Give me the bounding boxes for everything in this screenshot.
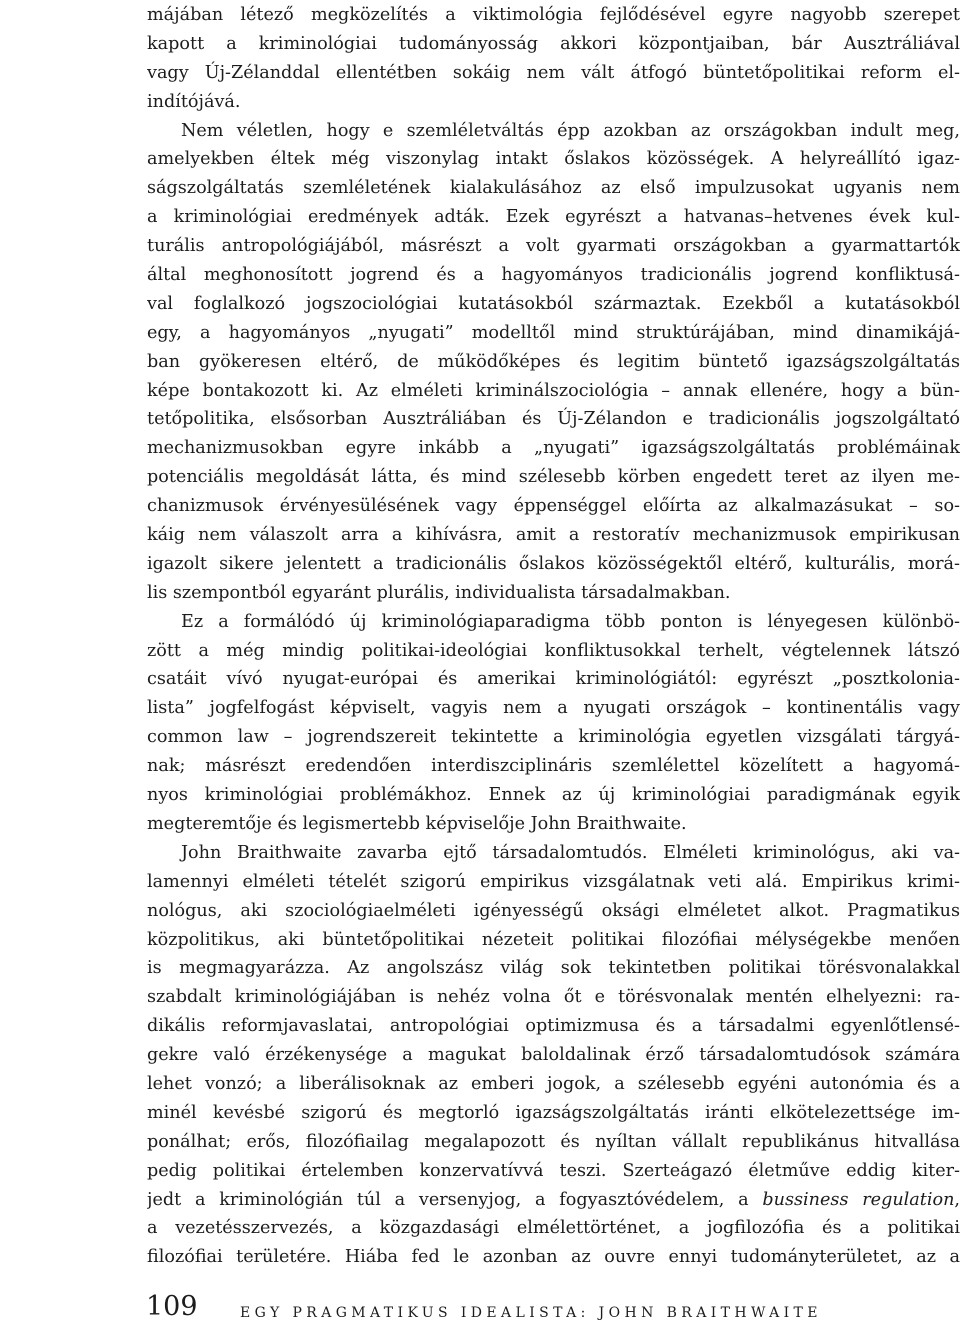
text-line	[147, 665, 960, 694]
line-text: tetőpolitika, elsősorban Ausztráliában és Új-Zélandon e tradicionális jogszolgáltató	[147, 409, 960, 430]
line-text: nológus, aki szociológiaelméleti igényességű oksági elméletet alkot. Pragmatikus	[147, 900, 960, 921]
line-text: common law – jogrendszereit tekintette a kriminológia egyetlen vizsgálati tárgyá-	[147, 727, 960, 748]
line-text: is megmagyarázza. Az angolszász világ sok tekintetben politikai törésvonalakkal	[147, 958, 960, 979]
line-text: dikális reformjavaslatai, antropológiai optimizmusa és a társadalmi egyenlőtlensé-	[147, 1016, 960, 1037]
text-line	[147, 521, 960, 550]
text-line	[147, 290, 960, 319]
text-line	[147, 88, 960, 117]
text-line	[147, 232, 960, 261]
text-line	[147, 1070, 960, 1099]
text-line	[147, 174, 960, 203]
text-line	[147, 1128, 960, 1157]
text-line	[147, 203, 960, 232]
body-text	[147, 1, 960, 1272]
line-text: májában létező megközelítés a viktimológia fejlődésével egyre nagyobb szerepet	[147, 5, 960, 25]
line-text: közpolitikus, aki büntetőpolitikai nézeteit politikai filozófiai mélységekbe menően	[147, 929, 960, 950]
line-text: turális antropológiájából, másrészt a volt gyarmati országokban a gyarmattartók	[147, 236, 960, 257]
line-text: lista” jogfelfogást képviselt, vagyis nem a nyugati országok – kontinentális vagy	[147, 698, 960, 719]
text-line	[147, 868, 960, 897]
line-italic-text: bussiness regulation	[762, 1189, 955, 1210]
line-text: minél kevésbé szigorú és megtorló igazságszolgáltatás iránti elkötelezettsége im-	[147, 1102, 960, 1123]
line-text: lehet vonzó; a liberálisoknak az emberi jogok, a szélesebb egyéni autonómia és a	[147, 1073, 960, 1094]
text-line	[147, 117, 960, 146]
text-line	[147, 1041, 960, 1070]
line-text-after: ,	[954, 1189, 960, 1210]
line-text: kapott a kriminológiai tudományosság akkori központjaiban, bár Ausztráliával	[147, 33, 960, 54]
line-text: ponálhat; erős, filozófiailag megalapozott és nyíltan vállalt republikánus hitvallása	[147, 1131, 960, 1152]
text-line	[147, 1186, 960, 1215]
line-text: a kriminológiai eredmények adták. Ezek egyrészt a hatvanas–hetvenes évek kul-	[147, 207, 960, 228]
line-text: lamennyi elméleti tételét szigorú empirikus vizsgálatnak veti alá. Empirikus krimi-	[147, 871, 960, 892]
line-text: lis szempontból egyaránt plurális, individualista társadalmakban.	[147, 582, 731, 603]
text-line	[147, 59, 960, 88]
line-text: a vezetésszervezés, a közgazdasági elmélettörténet, a jogfilozófia és a politikai	[147, 1218, 960, 1239]
text-line	[147, 1214, 960, 1243]
line-text: zött a még mindig politikai-ideológiai konfliktusokkal terhelt, végtelennek látszó	[147, 640, 960, 661]
line-text: val foglalkozó jogszociológiai kutatásokból származtak. Ezekből a kutatásokból	[147, 293, 960, 314]
line-text: filozófiai területére. Hiába fed le azonban az ouvre ennyi tudományterületet, az a	[147, 1247, 960, 1268]
line-text: John Braithwaite zavarba ejtő társadalomtudós. Elméleti kriminológus, aki va-	[181, 842, 960, 863]
text-line	[147, 954, 960, 983]
text-line	[147, 810, 960, 839]
text-line	[147, 579, 960, 608]
text-line	[147, 550, 960, 579]
text-line	[147, 348, 960, 377]
text-line	[147, 781, 960, 810]
running-title: EGY PRAGMATIKUS IDEALISTA: JOHN BRAITHWAITE	[240, 1305, 822, 1321]
line-text: chanizmusok érvényesülésének vagy éppenséggel előírta az alkalmazásukat – so-	[147, 496, 960, 517]
line-text: jedt a kriminológián túl a versenyjog, a fogyasztóvédelem, a	[147, 1189, 763, 1210]
line-text: pedig politikai értelemben konzervatívvá teszi. Szerteágazó életműve eddig kiter-	[147, 1160, 960, 1181]
text-line	[147, 752, 960, 781]
line-text: gekre való érzékenysége a magukat baloldalinak érző társadalomtudósok számára	[147, 1045, 960, 1066]
line-text: Nem véletlen, hogy e szemléletváltás épp azokban az országokban indult meg,	[181, 120, 960, 141]
line-text: csatáit vívó nyugat-európai és amerikai kriminológiától: egyrészt „posztkolonia-	[147, 669, 960, 690]
page-number: 109	[146, 1291, 198, 1322]
text-line	[147, 463, 960, 492]
text-line	[147, 1243, 960, 1272]
text-line	[147, 1, 960, 30]
text-line	[147, 405, 960, 434]
text-line	[147, 30, 960, 59]
text-line	[147, 1157, 960, 1186]
line-text: képe bontakozott ki. Az elméleti kriminálszociológia – annak ellenére, hogy a bün-	[147, 380, 960, 401]
text-line	[147, 377, 960, 406]
line-text: ban gyökeresen eltérő, de működőképes és legitim büntető igazságszolgáltatás	[147, 351, 960, 372]
text-line	[147, 608, 960, 637]
text-line	[147, 261, 960, 290]
line-text: mechanizmusokban egyre inkább a „nyugati” igazságszolgáltatás problémáinak	[147, 438, 960, 459]
line-text: nak; másrészt eredendően interdiszciplináris szemlélettel közelített a hagyomá-	[147, 756, 960, 777]
line-text: vagy Új-Zélanddal ellentétben sokáig nem vált átfogó büntetőpolitikai reform el-	[147, 62, 960, 83]
text-line	[147, 983, 960, 1012]
line-text: által meghonosított jogrend és a hagyományos tradicionális jogrend konfliktusá-	[147, 265, 960, 286]
line-text: egy, a hagyományos „nyugati” modelltől mind struktúrájában, mind dinamikájá-	[147, 322, 960, 343]
line-text: Ez a formálódó új kriminológiaparadigma több ponton is lényegesen különbö-	[181, 611, 960, 632]
text-line	[147, 897, 960, 926]
line-text: amelyekben éltek még viszonylag intakt őslakos közösségek. A helyreállító igaz-	[147, 149, 960, 170]
text-line	[147, 1012, 960, 1041]
text-line	[147, 839, 960, 868]
line-text: ságszolgáltatás szemléletének kialakulásához az első impulzusokat ugyanis nem	[147, 178, 960, 199]
text-line	[147, 926, 960, 955]
text-line	[147, 694, 960, 723]
text-line	[147, 637, 960, 666]
text-line	[147, 145, 960, 174]
text-line	[147, 723, 960, 752]
line-text: szabdalt kriminológiájában is nehéz volna őt e törésvonalak mentén elhelyezni: ra-	[147, 987, 960, 1008]
line-text: nyos kriminológiai problémákhoz. Ennek az új kriminológiai paradigmának egyik	[147, 785, 960, 806]
line-text: indítójává.	[147, 91, 241, 112]
text-line	[147, 319, 960, 348]
text-line	[147, 492, 960, 521]
line-text: megteremtője és legismertebb képviselője John Braithwaite.	[147, 813, 687, 834]
line-text: igazolt sikere jelentett a tradicionális őslakos közösségektől eltérő, kulturális, morá-	[147, 553, 960, 574]
line-text: káig nem válaszolt arra a kihívásra, amit a restoratív mechanizmusok empirikusan	[147, 525, 960, 546]
text-line	[147, 434, 960, 463]
line-text: potenciális megoldását látta, és mind szélesebb körben engedett teret az ilyen me-	[147, 467, 960, 488]
text-line	[147, 1099, 960, 1128]
